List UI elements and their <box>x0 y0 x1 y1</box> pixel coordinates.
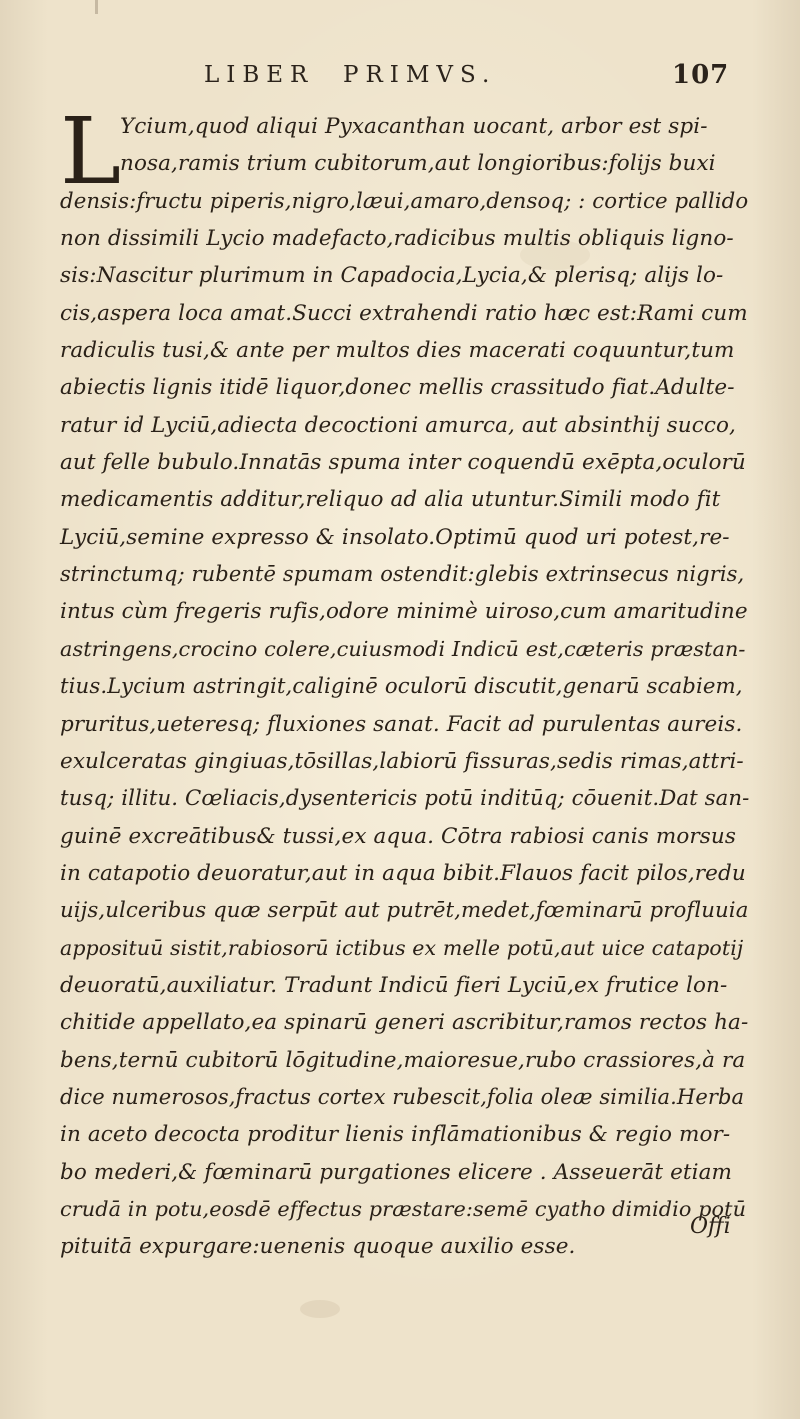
text-line: apposituū sistit,rabiosorū ictibus ex melle potū,aut uice catapotij <box>60 935 744 960</box>
text-line: pruritus,ueteresq; fluxiones sanat. Facit ad purulentas aureis. <box>60 711 743 737</box>
text-line: Lyciū,semine expresso & insolato.Optimū quod uri potest,re- <box>60 524 730 550</box>
text-line: tius.Lycium astringit,caliginē oculorū discutit,genarū scabiem, <box>60 674 743 700</box>
text-line: astringens,crocino colere,cuiusmodi Indicū est,cæteris præstan- <box>60 636 746 661</box>
text-line: bo mederi,& fœminarū purgationes elicere . Asseuerāt etiam <box>60 1159 733 1185</box>
drop-cap: L <box>60 98 122 205</box>
text-line: guinē excreātibus& tussi,ex aqua. Cōtra rabiosi canis morsus <box>60 823 736 849</box>
text-line: deuoratū,auxiliatur. Tradunt Indicū fieri Lyciū,ex frutice lon- <box>60 972 728 998</box>
text-line: tusq; illitu. Cœliacis,dysentericis potū inditūq; cōuenit.Dat san- <box>60 786 750 812</box>
text-line: Ycium,quod aliqui Pyxacanthan uocant, arbor est spi- <box>120 114 708 139</box>
text-line: cis,aspera loca amat.Succi extrahendi ratio hæc est:Rami cum <box>60 300 748 326</box>
text-line: intus cùm fregeris rufis,odore minimè uiroso,cum amaritudine <box>60 599 748 625</box>
running-head: LIBER PRIMVS. <box>204 62 497 88</box>
text-line: chitide appellato,ea spinarū generi ascribitur,ramos rectos ha- <box>60 1010 749 1036</box>
text-line: non dissimili Lycio madefacto,radicibus multis obliquis ligno- <box>60 226 734 252</box>
text-line: nosa,ramis trium cubitorum,aut longioribus:folijs buxi <box>120 151 716 177</box>
text-line: exulceratas gingiuas,tōsillas,labiorū fissuras,sedis rimas,attri- <box>60 748 744 774</box>
text-line: ratur id Lyciū,adiecta decoctioni amurca, aut absinthij succo, <box>60 412 736 438</box>
text-line: crudā in potu,eosdē effectus præstare:semē cyatho dimidio potū <box>60 1196 747 1221</box>
text-line: uijs,ulceribus quæ serpūt aut putrēt,medet,fœminarū profluuia <box>60 898 749 924</box>
text-line: abiectis lignis itidē liquor,donec mellis crassitudo fiat.Adulte- <box>60 375 735 401</box>
text-line: radiculis tusi,& ante per multos dies macerati coquuntur,tum <box>60 338 735 364</box>
text-line: pituitā expurgare:uenenis quoque auxilio esse. <box>60 1234 576 1260</box>
text-line: dice numerosos,fractus cortex rubescit,folia oleæ similia.Herba <box>60 1084 745 1109</box>
text-line: in aceto decocta proditur lienis inflāmationibus & regio mor- <box>60 1122 731 1148</box>
text-line: strinctumq; rubentē spumam ostendit:glebis extrinsecus nigris, <box>60 562 745 587</box>
catchword: Offi <box>690 1214 731 1239</box>
text-line: medicamentis additur,reliquo ad alia utuntur.Simili modo fit <box>60 487 721 513</box>
page-edge-mark <box>95 0 98 14</box>
paper-stain <box>300 1300 340 1318</box>
body-text <box>60 98 750 1266</box>
text-line: bens,ternū cubitorū lōgitudine,maioresue,rubo crassiores,à ra <box>60 1047 746 1073</box>
text-line: aut felle bubulo.Innatās spuma inter coquendū exēpta,oculorū <box>60 450 746 476</box>
page-header <box>0 58 800 98</box>
page-number: 107 <box>672 60 730 90</box>
text-line: sis:Nascitur plurimum in Capadocia,Lycia,& plerisq; alijs lo- <box>60 263 724 289</box>
text-line: densis:fructu piperis,nigro,læui,amaro,densoq; : cortice pallido <box>60 188 749 214</box>
text-line: in catapotio deuoratur,aut in aqua bibit.Flauos facit pilos,redu <box>60 860 746 886</box>
